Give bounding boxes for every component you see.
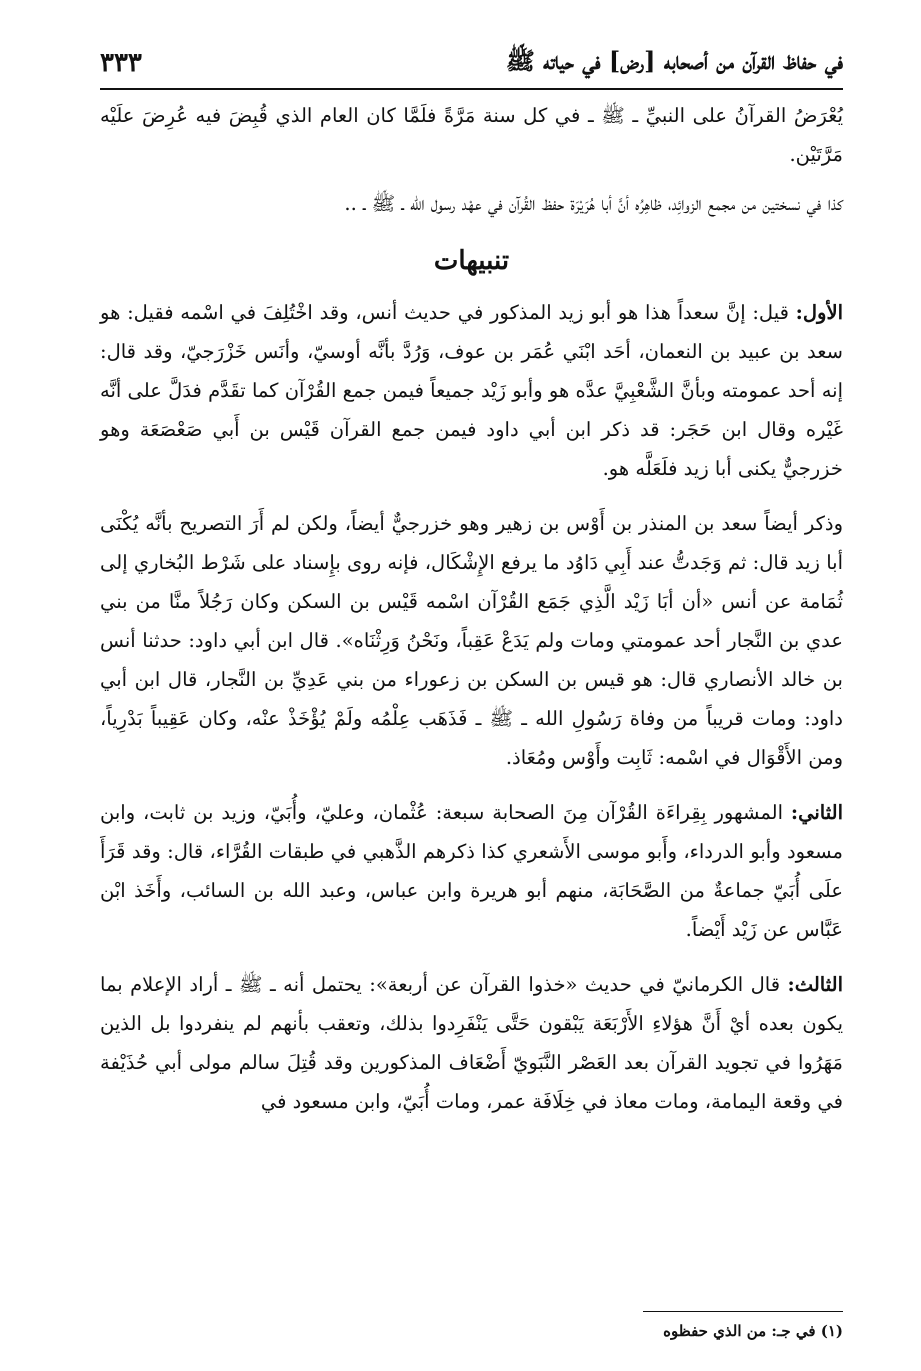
paragraph-2: كذا في نسختين من مجمع الزوائِد، ظاهِرُه أنَّ أبا هُرَيْرَة حفظ القُرآن في عهْد رسول الله ـ ﷺ ـ ..: [344, 192, 843, 215]
note-text-third: قال الكرمانيّ في حديث «خذوا القرآن عن أربعة»: يحتمل أنه ـ ﷺ ـ أراد الإعلام بما يكون بعده أيْ أَنَّ هؤلاءِ الأَرْبَعَة يَبْقون حَتَّى يَنْفَرِدوا بذلك، وتعقب بأنهم لم ينفردوا بل الذين مَهَرُوا في تجويد القرآن بعد العَصْر النَّبَويّ أَضْعَاف المذكورين وقد قُتِلَ سالم مولى أبي حُذَيْفة في وقعة اليمامة، ومات معاذ في خِلَافَة عمر، ومات أُبَيّ، وابن مسعود في: [100, 973, 843, 1113]
paragraph-second-note: [100, 793, 843, 949]
page-number: ٣٣٣: [100, 48, 142, 78]
note-lead-first: الأول:: [795, 301, 843, 324]
note-text-second: المشهور بِقِراءَة القُرْآن مِنَ الصحابة سبعة: عُثْمان، وعليّ، وأُبَيّ، وزيد بن ثابت، وابن مسعود وأبو الدرداء، وأَبو موسى الأَشعري كذا ذكرهم الذَّهبي في طبقات القُرَّاء، قال: وقد قَرَأَ علَى أُبَيّ جماعةٌ من الصَّحَابَة، منهم أبو هريرة وابن عباس، وعبد الله بن السائب، وأَخَذ ابْن عَبَّاس عن زَيْد أَيْضاً.: [100, 801, 843, 941]
paragraph-first-note: [100, 293, 843, 488]
running-title: في حفاظ القرآن من أصحابه [رض] في حياته ﷺ: [505, 45, 843, 75]
paragraph-third-note: [100, 965, 843, 1121]
page-body: [100, 96, 843, 1137]
page-header: [100, 38, 843, 90]
footnote-divider: [643, 1311, 843, 1312]
paragraph-4: وذكر أيضاً سعد بن المنذر بن أَوْس بن زهير وهو خزرجيٌّ أيضاً، ولكن لم أَرَ التصريح بأنَّه يُكْنَى أبا زيد قال: ثم وَجَدتُّ عند أَبِي دَاوُد ما يرفع الإِشْكَال، فإنه روى بإِسناد على شَرْط البُخاري إلى ثُمَامة عن أنس «أن أبَا زَيْد الَّذِي جَمَع القُرْآن اسْمه قَيْس بن السكن وكان رَجُلاً منَّا من بني عدي بن النَّجار أحد عمومتي ومات ولم يَدَعْ عَقِباً، ونَحْنُ وَرِثْنَاه». قال ابن أبي داود: حدثنا أنس بن خالد الأنصاري قال: هو قيس بن السكن بن زعوراء من بني عَدِيِّ بن النَّجار، قال ابن أبي داود: ومات قريباً من وفاة رَسُولِ الله ـ ﷺ ـ فَذَهَب عِلْمُه ولَمْ يُؤْخَذْ عنْه، وكان عَقِيباً بَدْرِياً، ومن الأَقْوَال في اسْمه: ثَابِت وأَوْس ومُعَاذ.: [100, 512, 843, 769]
footnote: (١) في جـ: من الذي حفظوه: [663, 1322, 843, 1340]
note-lead-third: الثالث:: [787, 973, 843, 996]
note-lead-second: الثاني:: [790, 801, 843, 824]
section-title: تنبيهات: [433, 246, 510, 276]
paragraph-1: يُعْرَضُ القرآنُ على النبيِّ ـ ﷺ ـ في كل سنة مَرَّةً فلَمَّا كان العام الذي قُبِضَ فيه عُرِضَ علَيْه مَرَّتَيْن.: [100, 104, 843, 166]
note-text-first: قيل: إنَّ سعداً هذا هو أبو زيد المذكور في حديث أنس، وقد اخْتُلِفَ في اسْمه فقيل: هو سعد بن عبيد بن النعمان، أحَد ابْنَي عُمَر بن عوف، وَرُدَّ بأنَّه أوسيّ، وأنَس خَزْرَجيّ، وقد قال: إنه أحد عمومته وبأنَّ الشَّعْبِيَّ عدَّه هو وأبو زَيْد جميعاً فيمن جمع القُرْآن كما تقَدَّم فدَلَّ على أنَّه غَيْره وقال ابن حَجَر: قد ذكر ابن أبي داود فيمن جمع القرآن قَيْس بن أَبي صَعْصَعَة وهو خزرجيٌّ يكنى أبا زيد فلَعَلَّه هو.: [100, 301, 843, 480]
